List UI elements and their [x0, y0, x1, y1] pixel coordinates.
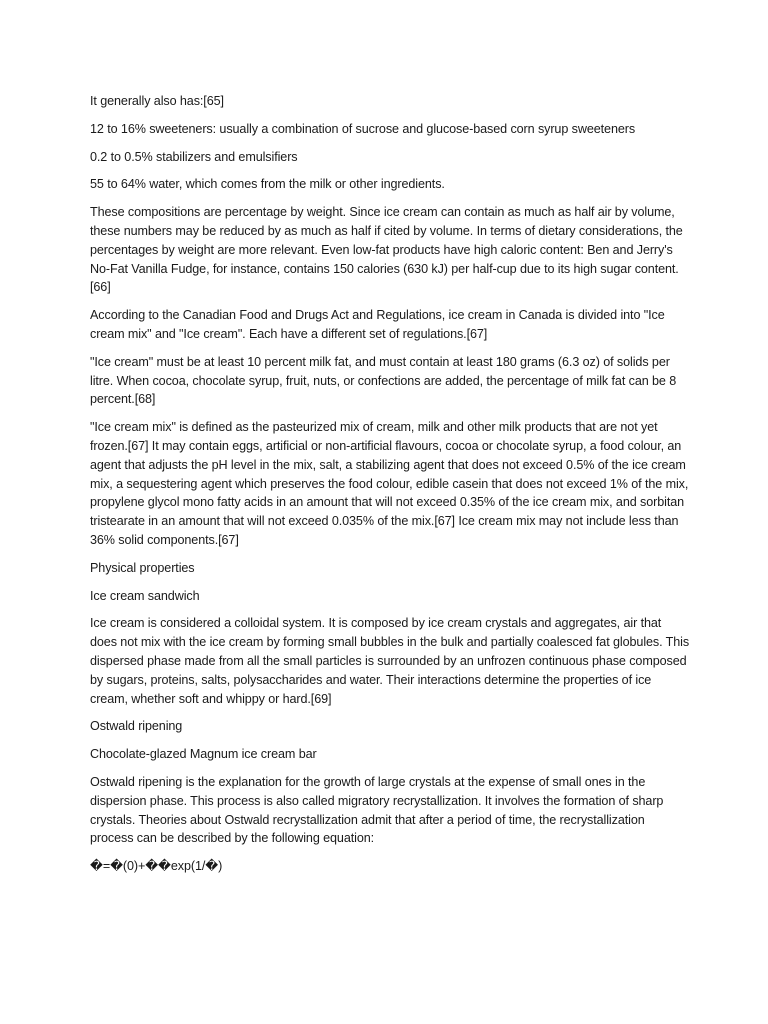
caption-ice-cream-sandwich: Ice cream sandwich — [90, 588, 200, 603]
heading-physical-properties: Physical properties — [90, 560, 195, 575]
text-sweeteners: 12 to 16% sweeteners: usually a combination of sucrose and glucose-based corn syrup sweeteners — [90, 121, 636, 136]
text-canadian-regulations: According to the Canadian Food and Drugs Act and Regulations, ice cream in Canada is divided into "Ice cream mix" and "Ice cream". Each have a different set of regulations.[67] — [90, 308, 665, 341]
text-equation: �=�(0)+��exp(1/�) — [90, 859, 223, 874]
text-ice-cream-mix-definition: "Ice cream mix" is defined as the pasteurized mix of cream, milk and other milk products that are not yet frozen.[67] It may contain eggs, artificial or non-artificial flavours, cocoa or chocolate syrup, a food colour, an agent that adjusts the pH level in the mix, salt, a stabilizing agent that does not exceed 0.5% of the ice cream mix, a sequestering agent which preserves the food colour, edible casein that does not exceed 1% of the mix, propylene glycol mono fatty acids in an amount that will not exceed 0.35% of the ice cream mix, and sorbitan tristearate in an amount that will not exceed 0.035% of the mix.[67] Ice cream mix may not include less than 36% solid components.[67] — [90, 420, 689, 547]
text-ostwald-explanation: Ostwald ripening is the explanation for the growth of large crystals at the expense of small ones in the dispersion phase. This process is also called migratory recrystallization. It involves the formation of sharp crystals. Theories about Ostwald recrystallization admit that after a period of time, the recrystallization process can be described by the following equation: — [90, 774, 664, 846]
text-colloidal-system: Ice cream is considered a colloidal system. It is composed by ice cream crystals and aggregates, air that does not mix with the ice cream by forming small bubbles in the bulk and partially coalesced fat globules. This dispersed phase made from all the small particles is surrounded by an unfrozen continuous phase composed by sugars, proteins, salts, polysaccharides and water. Their interactions determine the properties of ice cream, whether soft and whippy or hard.[69] — [90, 616, 690, 706]
text-ice-cream-definition: "Ice cream" must be at least 10 percent milk fat, and must contain at least 180 grams (6.3 oz) of solids per litre. When cocoa, chocolate syrup, fruit, nuts, or confections are added, the percentage of milk fat can be 8 percent.[68] — [90, 354, 677, 407]
text-stabilizers: 0.2 to 0.5% stabilizers and emulsifiers — [90, 149, 298, 164]
caption-magnum-bar: Chocolate-glazed Magnum ice cream bar — [90, 747, 317, 762]
text-compositions: These compositions are percentage by weight. Since ice cream can contain as much as half air by volume, these numbers may be reduced by as much as half if cited by volume. In terms of dietary considerations, the percentages by weight are more relevant. Even low-fat products have high caloric content: Ben and Jerry's No-Fat Vanilla Fudge, for instance, contains 150 calories (630 kJ) per half-cup due to its high sugar content.[66] — [90, 205, 683, 295]
text-intro: It generally also has:[65] — [90, 94, 224, 108]
text-water: 55 to 64% water, which comes from the milk or other ingredients. — [90, 177, 445, 192]
document-page — [90, 92, 690, 885]
heading-ostwald-ripening: Ostwald ripening — [90, 719, 183, 734]
